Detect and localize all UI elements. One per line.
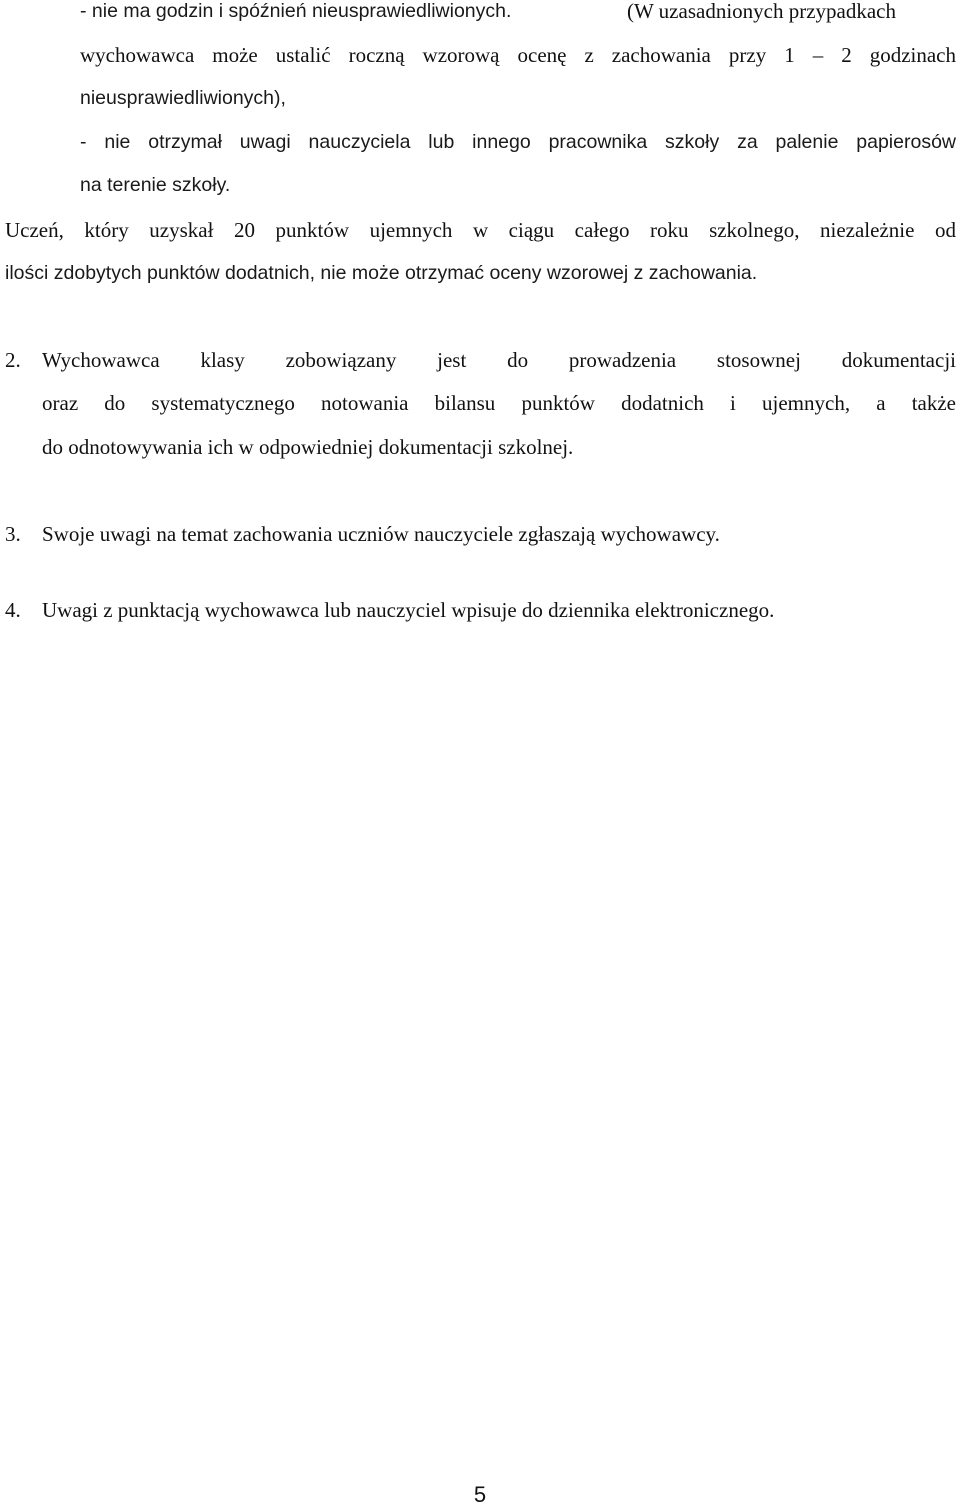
text-line: oraz do systematycznego notowania bilansu punktów dodatnich i ujemnych, a także bbox=[42, 391, 956, 415]
text-line: (W uzasadnionych przypadkach bbox=[627, 0, 897, 23]
text-line: na terenie szkoły. bbox=[80, 174, 231, 196]
text-line: Uwagi z punktacją wychowawca lub nauczyciel wpisuje do dziennika elektronicznego. bbox=[42, 598, 775, 622]
list-number: 2. bbox=[5, 348, 21, 372]
text-line: Swoje uwagi na temat zachowania uczniów nauczyciele zgłaszają wychowawcy. bbox=[42, 522, 720, 546]
text-line: ilości zdobytych punktów dodatnich, nie może otrzymać oceny wzorowej z zachowania. bbox=[5, 262, 758, 284]
text-line: - nie ma godzin i spóźnień nieusprawiedliwionych. bbox=[80, 0, 512, 22]
list-number: 4. bbox=[5, 598, 21, 622]
text-line: Wychowawca klasy zobowiązany jest do prowadzenia stosownej dokumentacji bbox=[42, 348, 956, 372]
page-number: 5 bbox=[473, 1482, 487, 1507]
text-line: nieusprawiedliwionych), bbox=[80, 87, 286, 109]
text-line: do odnotowywania ich w odpowiedniej dokumentacji szkolnej. bbox=[42, 435, 574, 459]
text-line: Uczeń, który uzyskał 20 punktów ujemnych w ciągu całego roku szkolnego, niezależnie od bbox=[5, 218, 956, 242]
text-line: wychowawca może ustalić roczną wzorową ocenę z zachowania przy 1 – 2 godzinach bbox=[80, 43, 956, 67]
text-line: - nie otrzymał uwagi nauczyciela lub innego pracownika szkoły za palenie papierosów bbox=[80, 131, 956, 153]
list-number: 3. bbox=[5, 522, 21, 546]
